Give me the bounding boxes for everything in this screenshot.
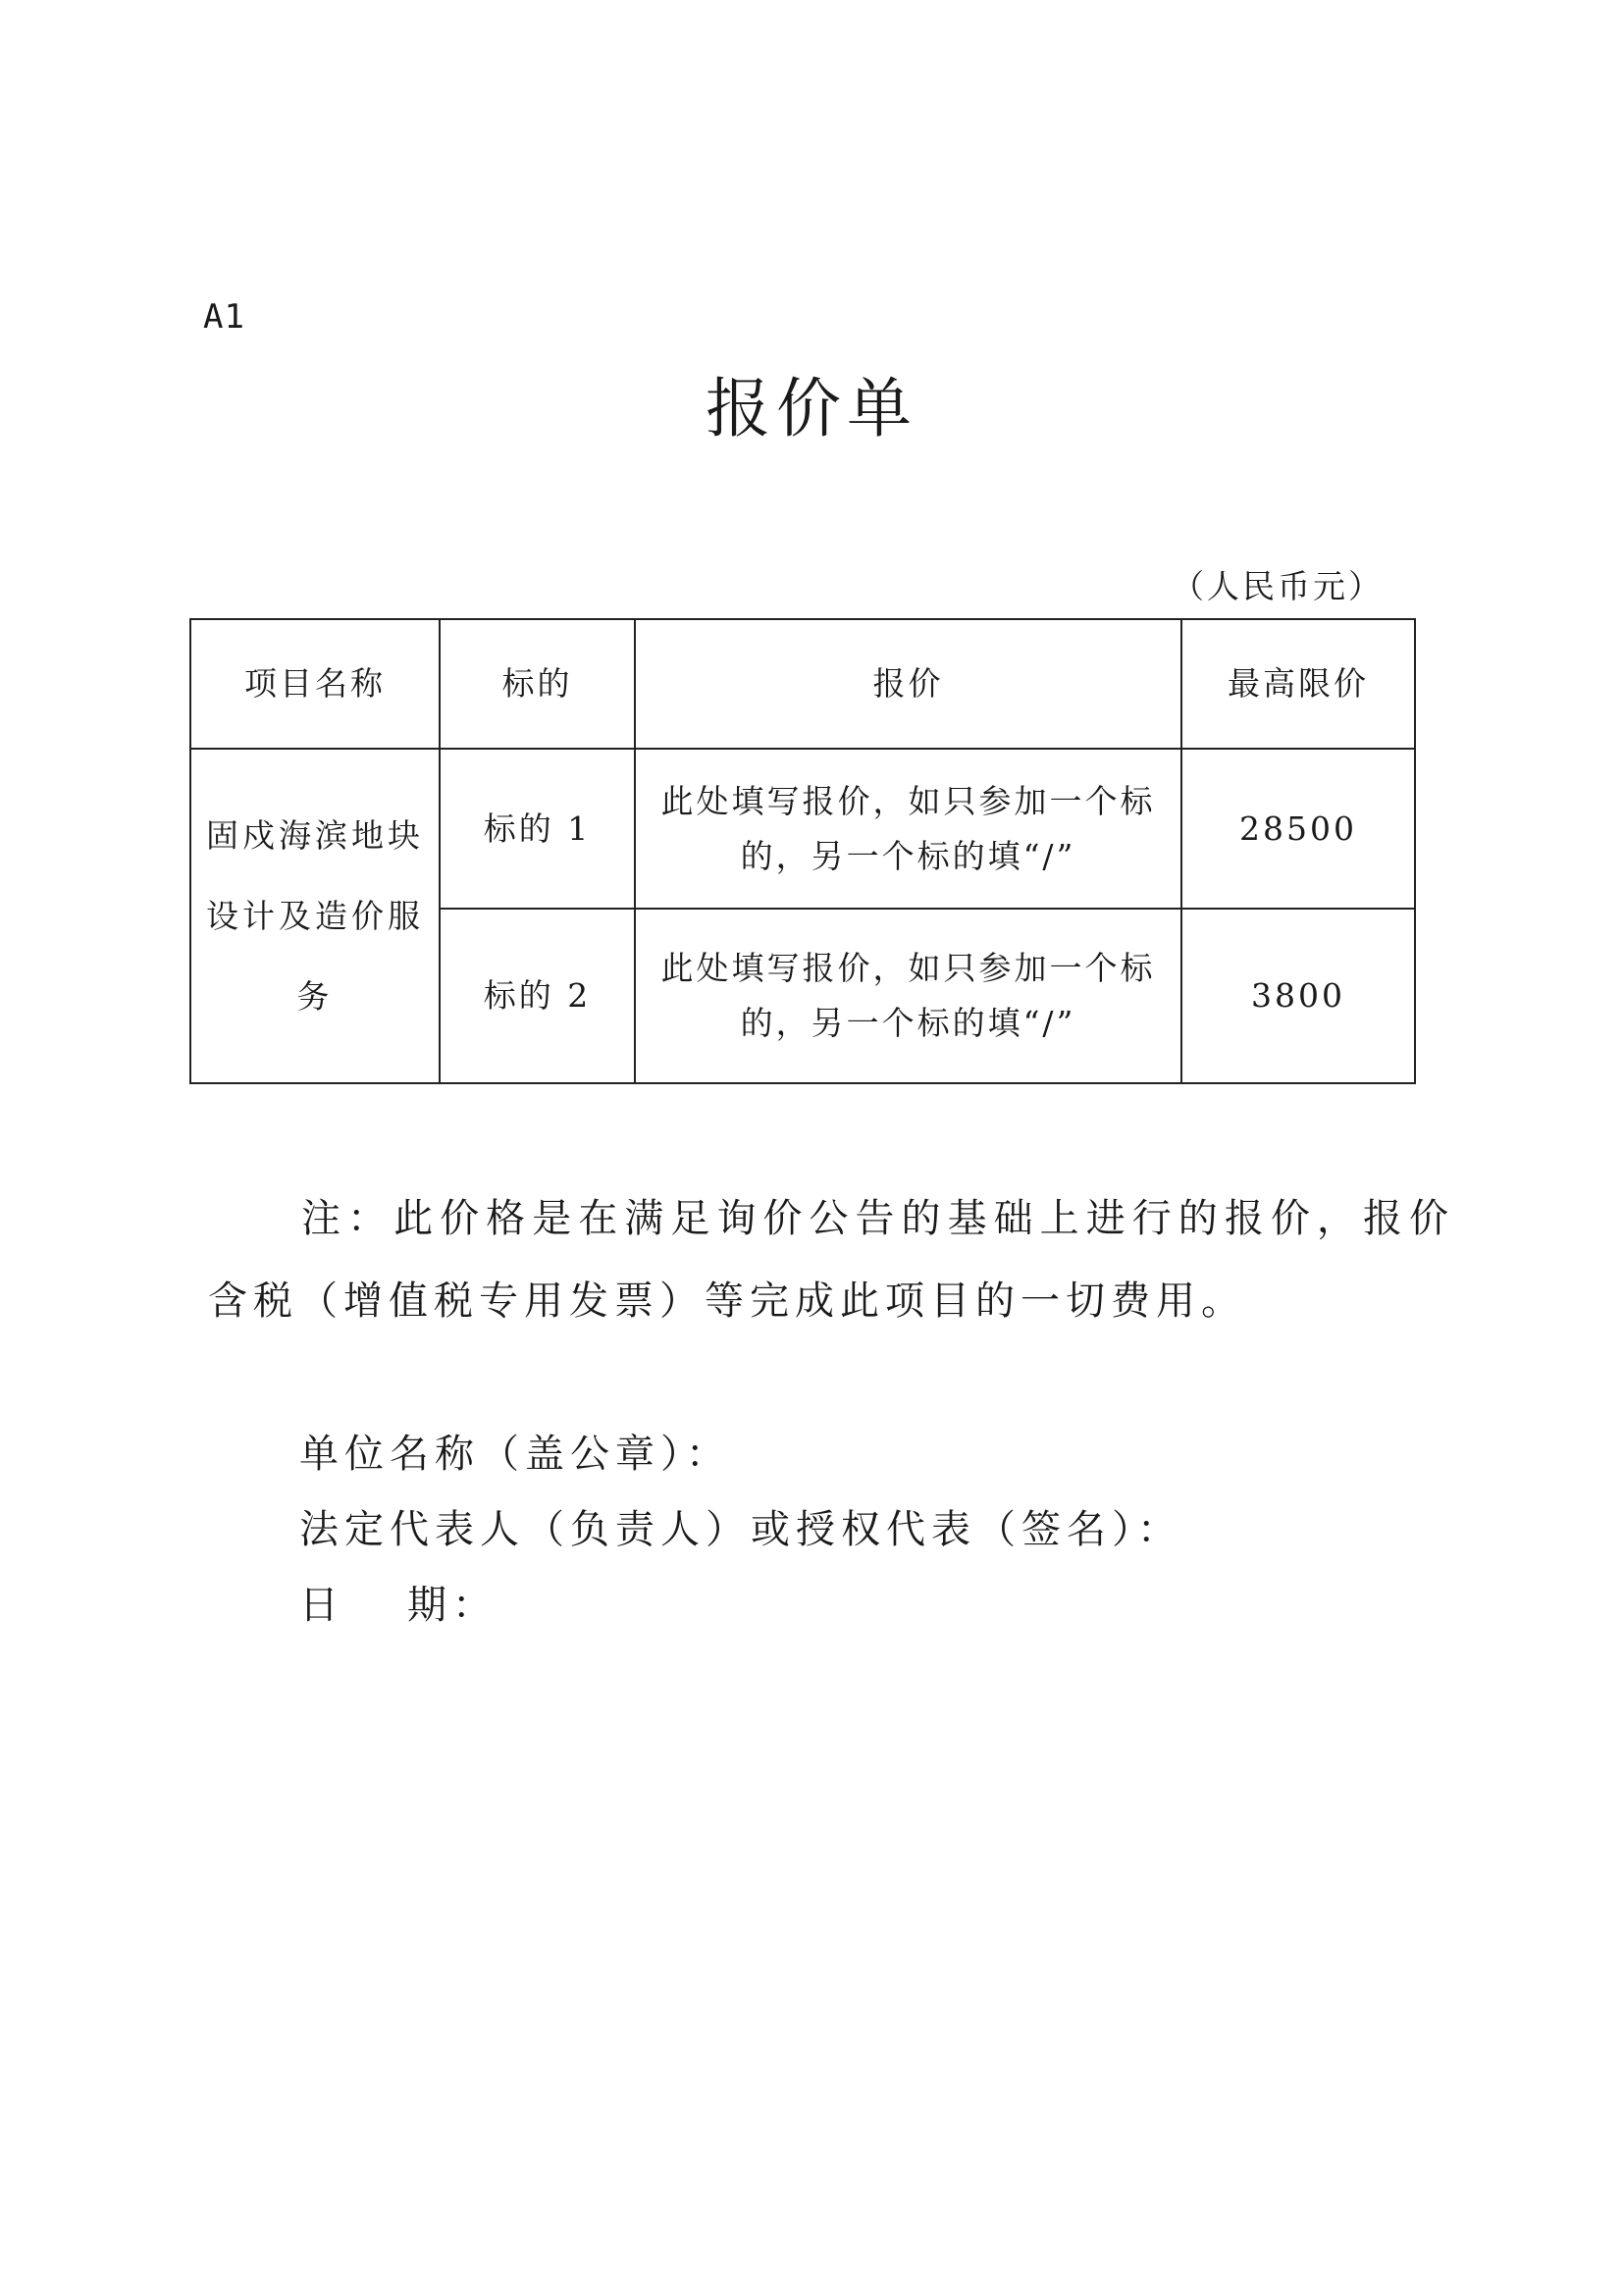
header-lot: 标的 [440, 619, 635, 749]
header-max-price: 最高限价 [1181, 619, 1415, 749]
quote-instruction: 此处填写报价，如只参加一个标的，另一个标的填“/” [660, 781, 1156, 875]
lot-cell: 标的 1 [440, 749, 635, 909]
header-quote: 报价 [635, 619, 1181, 749]
representative-signature-field[interactable]: 法定代表人（负责人）或授权代表（签名）： [299, 1507, 1182, 1552]
lot-cell: 标的 2 [440, 909, 635, 1083]
project-name-cell [190, 749, 440, 1083]
header-project-name: 项目名称 [190, 619, 440, 749]
date-label-day: 日 [299, 1583, 344, 1628]
table-row [190, 749, 1415, 909]
quote-instruction: 此处填写报价，如只参加一个标的，另一个标的填“/” [660, 949, 1156, 1042]
currency-unit-note: （人民币元） [1172, 567, 1384, 605]
max-price-cell: 28500 [1181, 749, 1415, 909]
quote-cell[interactable] [635, 749, 1181, 909]
quote-table [189, 618, 1416, 1084]
unit-name-field[interactable]: 单位名称（盖公章）： [299, 1432, 731, 1477]
project-name: 固戍海滨地块设计及造价服务 [206, 815, 424, 1016]
note-paragraph: 注：此价格是在满足询价公告的基础上进行的报价，报价含税（增值税专用发票）等完成此项目的一切费用。 [208, 1196, 1454, 1324]
quote-cell[interactable] [635, 909, 1181, 1083]
date-label-period: 期： [407, 1583, 497, 1628]
table-header-row [190, 619, 1415, 749]
page-title: 报价单 [706, 371, 917, 446]
date-field[interactable] [299, 1568, 1182, 1644]
signature-block [299, 1417, 1182, 1644]
document-code: A1 [203, 297, 245, 337]
max-price-cell: 3800 [1181, 909, 1415, 1083]
